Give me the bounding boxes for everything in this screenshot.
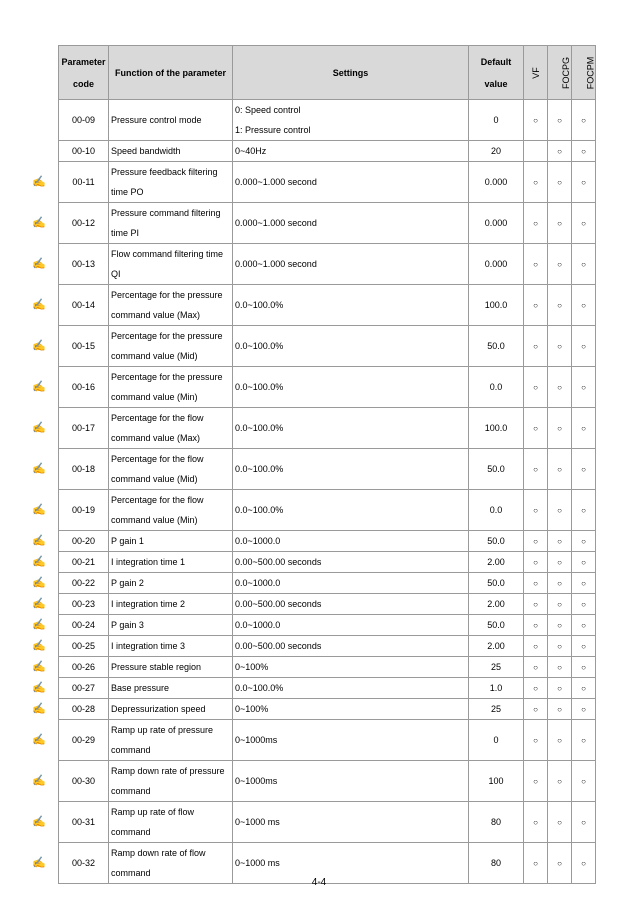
default-value: 80 bbox=[469, 802, 524, 843]
mode-vf-indicator: ○ bbox=[524, 761, 548, 802]
parameter-function bbox=[109, 657, 233, 678]
header-mode-focpg-label: FOCPG bbox=[561, 56, 572, 89]
setting-line: 0~40Hz bbox=[235, 146, 267, 156]
parameter-function bbox=[109, 636, 233, 657]
table-row bbox=[59, 449, 596, 490]
parameter-code: 00-32 bbox=[59, 843, 109, 884]
parameter-settings bbox=[233, 802, 469, 843]
change-during-operation-icon: ✍ bbox=[32, 682, 46, 694]
mode-focpm-indicator: ○ bbox=[572, 367, 596, 408]
change-during-operation-icon: ✍ bbox=[32, 535, 46, 547]
mode-vf-indicator: ○ bbox=[524, 615, 548, 636]
mode-vf-indicator: ○ bbox=[524, 594, 548, 615]
setting-line: 0.0~100.0% bbox=[235, 382, 284, 392]
change-during-operation-icon: ✍ bbox=[32, 661, 46, 673]
header-code-line-2: code bbox=[72, 78, 94, 89]
mode-vf-indicator: ○ bbox=[524, 449, 548, 490]
change-during-operation-icon: ✍ bbox=[32, 734, 46, 746]
function-line: Ramp down rate of pressure bbox=[111, 766, 225, 776]
parameter-code: 00-27 bbox=[59, 678, 109, 699]
table-row bbox=[59, 490, 596, 531]
header-mode-vf bbox=[524, 46, 548, 100]
setting-line: 0.0~100.0% bbox=[235, 464, 284, 474]
function-line: Percentage for the flow bbox=[111, 413, 204, 423]
mode-vf-indicator: ○ bbox=[524, 657, 548, 678]
function-line: Pressure feedback filtering bbox=[111, 167, 218, 177]
parameter-function bbox=[109, 162, 233, 203]
header-mode-vf-label: VF bbox=[530, 66, 541, 79]
function-line: P gain 2 bbox=[111, 578, 144, 588]
parameter-code: 00-24 bbox=[59, 615, 109, 636]
default-value: 50.0 bbox=[469, 531, 524, 552]
parameter-function bbox=[109, 326, 233, 367]
parameter-function bbox=[109, 367, 233, 408]
table-row bbox=[59, 203, 596, 244]
mode-focpm-indicator: ○ bbox=[572, 203, 596, 244]
parameter-function bbox=[109, 552, 233, 573]
mode-focpm-indicator: ○ bbox=[572, 594, 596, 615]
setting-line: 0.000~1.000 second bbox=[235, 259, 317, 269]
change-during-operation-icon: ✍ bbox=[32, 258, 46, 270]
default-value: 100 bbox=[469, 761, 524, 802]
parameter-function bbox=[109, 761, 233, 802]
table-row bbox=[59, 657, 596, 678]
default-value: 0 bbox=[469, 720, 524, 761]
parameter-settings bbox=[233, 285, 469, 326]
table-body bbox=[59, 100, 596, 884]
mode-vf-indicator: ○ bbox=[524, 162, 548, 203]
function-line: Ramp up rate of pressure bbox=[111, 725, 214, 735]
function-line: command value (Max) bbox=[111, 433, 201, 443]
mode-focpg-indicator: ○ bbox=[548, 490, 572, 531]
setting-line: 0~1000 ms bbox=[235, 858, 280, 868]
function-line: I integration time 1 bbox=[111, 557, 186, 567]
table-row bbox=[59, 408, 596, 449]
setting-line: 0.0~100.0% bbox=[235, 423, 284, 433]
header-mode-focpm bbox=[572, 46, 596, 100]
setting-line: 0~100% bbox=[235, 662, 269, 672]
default-value: 2.00 bbox=[469, 594, 524, 615]
parameter-function bbox=[109, 699, 233, 720]
parameter-code: 00-14 bbox=[59, 285, 109, 326]
change-during-operation-icon: ✍ bbox=[32, 640, 46, 652]
mode-focpm-indicator: ○ bbox=[572, 326, 596, 367]
function-line: P gain 3 bbox=[111, 620, 144, 630]
parameter-code: 00-11 bbox=[59, 162, 109, 203]
change-during-operation-icon: ✍ bbox=[32, 299, 46, 311]
function-line: Pressure control mode bbox=[111, 115, 202, 125]
setting-line: 0.0~100.0% bbox=[235, 341, 284, 351]
mode-focpm-indicator: ○ bbox=[572, 678, 596, 699]
mode-focpm-indicator: ○ bbox=[572, 843, 596, 884]
parameter-function bbox=[109, 615, 233, 636]
header-function: Function of the parameter bbox=[109, 46, 233, 100]
mode-focpm-indicator: ○ bbox=[572, 573, 596, 594]
parameter-code: 00-26 bbox=[59, 657, 109, 678]
setting-line: 1: Pressure control bbox=[235, 125, 311, 135]
mode-focpg-indicator: ○ bbox=[548, 244, 572, 285]
function-line: command bbox=[111, 745, 151, 755]
mode-focpm-indicator: ○ bbox=[572, 408, 596, 449]
function-line: time PI bbox=[111, 228, 140, 238]
default-value: 0 bbox=[469, 100, 524, 141]
mode-focpm-indicator: ○ bbox=[572, 615, 596, 636]
change-during-operation-icon: ✍ bbox=[32, 422, 46, 434]
change-during-operation-icon: ✍ bbox=[32, 775, 46, 787]
mode-vf-indicator: ○ bbox=[524, 699, 548, 720]
mode-vf-indicator bbox=[524, 141, 548, 162]
header-settings: Settings bbox=[233, 46, 469, 100]
table-row bbox=[59, 720, 596, 761]
default-value: 0.000 bbox=[469, 162, 524, 203]
table-row bbox=[59, 615, 596, 636]
parameter-code: 00-23 bbox=[59, 594, 109, 615]
mode-vf-indicator: ○ bbox=[524, 636, 548, 657]
mode-focpg-indicator: ○ bbox=[548, 678, 572, 699]
parameter-code: 00-25 bbox=[59, 636, 109, 657]
setting-line: 0.0~100.0% bbox=[235, 683, 284, 693]
parameter-code: 00-13 bbox=[59, 244, 109, 285]
mode-focpm-indicator: ○ bbox=[572, 699, 596, 720]
table-row bbox=[59, 699, 596, 720]
table-row bbox=[59, 678, 596, 699]
parameter-settings bbox=[233, 100, 469, 141]
setting-line: 0~1000ms bbox=[235, 735, 278, 745]
mode-focpm-indicator: ○ bbox=[572, 244, 596, 285]
function-line: Percentage for the flow bbox=[111, 495, 204, 505]
parameter-code: 00-19 bbox=[59, 490, 109, 531]
table-row bbox=[59, 594, 596, 615]
setting-line: 0.0~1000.0 bbox=[235, 578, 281, 588]
mode-focpg-indicator: ○ bbox=[548, 162, 572, 203]
function-line: Depressurization speed bbox=[111, 704, 206, 714]
parameter-code: 00-21 bbox=[59, 552, 109, 573]
default-value: 0.0 bbox=[469, 367, 524, 408]
function-line: P gain 1 bbox=[111, 536, 144, 546]
function-line: command value (Mid) bbox=[111, 351, 198, 361]
change-during-operation-icon: ✍ bbox=[32, 703, 46, 715]
setting-line: 0.0~100.0% bbox=[235, 300, 284, 310]
parameter-settings bbox=[233, 594, 469, 615]
mode-vf-indicator: ○ bbox=[524, 802, 548, 843]
setting-line: 0.000~1.000 second bbox=[235, 218, 317, 228]
setting-line: 0.0~1000.0 bbox=[235, 620, 281, 630]
parameter-settings bbox=[233, 720, 469, 761]
parameter-function bbox=[109, 531, 233, 552]
page-number: 4-4 bbox=[311, 877, 327, 888]
parameter-function bbox=[109, 490, 233, 531]
parameter-function bbox=[109, 449, 233, 490]
table-row bbox=[59, 100, 596, 141]
mode-focpm-indicator: ○ bbox=[572, 720, 596, 761]
setting-line: 0.00~500.00 seconds bbox=[235, 557, 322, 567]
mode-vf-indicator: ○ bbox=[524, 552, 548, 573]
function-line: Percentage for the flow bbox=[111, 454, 204, 464]
parameter-table bbox=[58, 45, 596, 884]
function-line: Ramp up rate of flow bbox=[111, 807, 195, 817]
table-row bbox=[59, 552, 596, 573]
mode-focpm-indicator: ○ bbox=[572, 552, 596, 573]
function-line: Speed bandwidth bbox=[111, 146, 181, 156]
parameter-code: 00-15 bbox=[59, 326, 109, 367]
parameter-code: 00-20 bbox=[59, 531, 109, 552]
header-mode-focpg bbox=[548, 46, 572, 100]
table-row bbox=[59, 636, 596, 657]
setting-line: 0.00~500.00 seconds bbox=[235, 599, 322, 609]
parameter-settings bbox=[233, 552, 469, 573]
header-mode-focpm-label: FOCPM bbox=[585, 56, 596, 89]
parameter-function bbox=[109, 285, 233, 326]
header-default-value bbox=[469, 46, 524, 100]
parameter-function bbox=[109, 802, 233, 843]
mode-vf-indicator: ○ bbox=[524, 408, 548, 449]
parameter-code: 00-16 bbox=[59, 367, 109, 408]
change-during-operation-icon: ✍ bbox=[32, 816, 46, 828]
parameter-settings bbox=[233, 615, 469, 636]
change-during-operation-icon: ✍ bbox=[32, 217, 46, 229]
default-value: 50.0 bbox=[469, 615, 524, 636]
header-code-line-1: Parameter bbox=[61, 56, 106, 67]
parameter-settings bbox=[233, 699, 469, 720]
mode-focpg-indicator: ○ bbox=[548, 636, 572, 657]
mode-focpg-indicator: ○ bbox=[548, 594, 572, 615]
function-line: Percentage for the pressure bbox=[111, 372, 223, 382]
parameter-code: 00-09 bbox=[59, 100, 109, 141]
parameter-function bbox=[109, 141, 233, 162]
default-value: 100.0 bbox=[469, 285, 524, 326]
default-value: 2.00 bbox=[469, 636, 524, 657]
change-during-operation-icon: ✍ bbox=[32, 504, 46, 516]
function-line: Pressure stable region bbox=[111, 662, 202, 672]
mode-focpg-indicator: ○ bbox=[548, 203, 572, 244]
function-line: I integration time 3 bbox=[111, 641, 186, 651]
setting-line: 0: Speed control bbox=[235, 105, 301, 115]
mode-focpg-indicator: ○ bbox=[548, 720, 572, 761]
setting-line: 0.00~500.00 seconds bbox=[235, 641, 322, 651]
change-during-operation-icon: ✍ bbox=[32, 556, 46, 568]
parameter-settings bbox=[233, 531, 469, 552]
function-line: command value (Min) bbox=[111, 392, 198, 402]
mode-focpg-indicator: ○ bbox=[548, 531, 572, 552]
mode-vf-indicator: ○ bbox=[524, 367, 548, 408]
mode-vf-indicator: ○ bbox=[524, 531, 548, 552]
table-row bbox=[59, 367, 596, 408]
default-value: 80 bbox=[469, 843, 524, 884]
parameter-code: 00-12 bbox=[59, 203, 109, 244]
parameter-settings bbox=[233, 367, 469, 408]
parameter-settings bbox=[233, 490, 469, 531]
setting-line: 0.000~1.000 second bbox=[235, 177, 317, 187]
function-line: command value (Max) bbox=[111, 310, 201, 320]
parameter-function bbox=[109, 203, 233, 244]
mode-vf-indicator: ○ bbox=[524, 720, 548, 761]
mode-focpm-indicator: ○ bbox=[572, 100, 596, 141]
table-row bbox=[59, 285, 596, 326]
table-row bbox=[59, 244, 596, 285]
mode-focpm-indicator: ○ bbox=[572, 761, 596, 802]
function-line: command bbox=[111, 868, 151, 878]
function-line: Ramp down rate of flow bbox=[111, 848, 206, 858]
parameter-code: 00-29 bbox=[59, 720, 109, 761]
mode-vf-indicator: ○ bbox=[524, 490, 548, 531]
mode-vf-indicator: ○ bbox=[524, 573, 548, 594]
setting-line: 0~1000ms bbox=[235, 776, 278, 786]
mode-focpm-indicator: ○ bbox=[572, 141, 596, 162]
mode-focpm-indicator: ○ bbox=[572, 636, 596, 657]
mode-focpg-indicator: ○ bbox=[548, 141, 572, 162]
mode-focpg-indicator: ○ bbox=[548, 367, 572, 408]
mode-focpg-indicator: ○ bbox=[548, 326, 572, 367]
header-default-line-1: Default bbox=[480, 56, 512, 67]
mode-focpg-indicator: ○ bbox=[548, 657, 572, 678]
parameter-settings bbox=[233, 678, 469, 699]
default-value: 0.0 bbox=[469, 490, 524, 531]
default-value: 1.0 bbox=[469, 678, 524, 699]
parameter-settings bbox=[233, 244, 469, 285]
parameter-function bbox=[109, 408, 233, 449]
function-line: QI bbox=[111, 269, 121, 279]
mode-focpm-indicator: ○ bbox=[572, 162, 596, 203]
parameter-function bbox=[109, 573, 233, 594]
function-line: Flow command filtering time bbox=[111, 249, 224, 259]
setting-line: 0.0~1000.0 bbox=[235, 536, 281, 546]
table-row bbox=[59, 573, 596, 594]
parameter-function bbox=[109, 594, 233, 615]
default-value: 50.0 bbox=[469, 326, 524, 367]
function-line: command bbox=[111, 827, 151, 837]
mode-vf-indicator: ○ bbox=[524, 678, 548, 699]
mode-focpg-indicator: ○ bbox=[548, 285, 572, 326]
parameter-settings bbox=[233, 636, 469, 657]
mode-focpg-indicator: ○ bbox=[548, 408, 572, 449]
parameter-settings bbox=[233, 203, 469, 244]
parameter-code: 00-28 bbox=[59, 699, 109, 720]
function-line: Pressure command filtering bbox=[111, 208, 221, 218]
parameter-settings bbox=[233, 761, 469, 802]
parameter-function bbox=[109, 244, 233, 285]
default-value: 50.0 bbox=[469, 449, 524, 490]
default-value: 50.0 bbox=[469, 573, 524, 594]
mode-focpg-indicator: ○ bbox=[548, 552, 572, 573]
parameter-code: 00-18 bbox=[59, 449, 109, 490]
table-row bbox=[59, 761, 596, 802]
function-line: Base pressure bbox=[111, 683, 170, 693]
setting-line: 0~100% bbox=[235, 704, 269, 714]
default-value: 25 bbox=[469, 699, 524, 720]
function-line: time PO bbox=[111, 187, 144, 197]
table-row bbox=[59, 531, 596, 552]
parameter-settings bbox=[233, 657, 469, 678]
header-default-line-2: value bbox=[484, 78, 508, 89]
default-value: 2.00 bbox=[469, 552, 524, 573]
mode-focpg-indicator: ○ bbox=[548, 449, 572, 490]
change-during-operation-icon: ✍ bbox=[32, 176, 46, 188]
parameter-code: 00-10 bbox=[59, 141, 109, 162]
mode-focpg-indicator: ○ bbox=[548, 802, 572, 843]
default-value: 25 bbox=[469, 657, 524, 678]
function-line: Percentage for the pressure bbox=[111, 331, 223, 341]
mode-vf-indicator: ○ bbox=[524, 326, 548, 367]
table-row bbox=[59, 162, 596, 203]
change-during-operation-icon: ✍ bbox=[32, 619, 46, 631]
change-during-operation-icon: ✍ bbox=[32, 598, 46, 610]
mode-focpg-indicator: ○ bbox=[548, 699, 572, 720]
function-line: I integration time 2 bbox=[111, 599, 186, 609]
change-during-operation-icon: ✍ bbox=[32, 340, 46, 352]
table-row bbox=[59, 802, 596, 843]
parameter-settings bbox=[233, 162, 469, 203]
setting-line: 0.0~100.0% bbox=[235, 505, 284, 515]
function-line: Percentage for the pressure bbox=[111, 290, 223, 300]
mode-focpm-indicator: ○ bbox=[572, 531, 596, 552]
setting-line: 0~1000 ms bbox=[235, 817, 280, 827]
default-value: 100.0 bbox=[469, 408, 524, 449]
parameter-code: 00-30 bbox=[59, 761, 109, 802]
mode-focpg-indicator: ○ bbox=[548, 761, 572, 802]
mode-focpg-indicator: ○ bbox=[548, 573, 572, 594]
function-line: command bbox=[111, 786, 151, 796]
mode-vf-indicator: ○ bbox=[524, 843, 548, 884]
mode-vf-indicator: ○ bbox=[524, 244, 548, 285]
mode-vf-indicator: ○ bbox=[524, 100, 548, 141]
mode-focpm-indicator: ○ bbox=[572, 490, 596, 531]
parameter-function bbox=[109, 720, 233, 761]
parameter-settings bbox=[233, 449, 469, 490]
mode-focpg-indicator: ○ bbox=[548, 843, 572, 884]
mode-vf-indicator: ○ bbox=[524, 203, 548, 244]
mode-focpm-indicator: ○ bbox=[572, 449, 596, 490]
change-during-operation-icon: ✍ bbox=[32, 381, 46, 393]
mode-focpm-indicator: ○ bbox=[572, 285, 596, 326]
table-row bbox=[59, 326, 596, 367]
default-value: 20 bbox=[469, 141, 524, 162]
parameter-code: 00-17 bbox=[59, 408, 109, 449]
function-line: command value (Min) bbox=[111, 515, 198, 525]
parameter-settings bbox=[233, 573, 469, 594]
parameter-code: 00-31 bbox=[59, 802, 109, 843]
parameter-settings bbox=[233, 408, 469, 449]
parameter-settings bbox=[233, 326, 469, 367]
mode-focpg-indicator: ○ bbox=[548, 100, 572, 141]
default-value: 0.000 bbox=[469, 244, 524, 285]
parameter-function bbox=[109, 678, 233, 699]
header-parameter-code bbox=[59, 46, 109, 100]
table-header-row bbox=[59, 46, 596, 100]
mode-focpm-indicator: ○ bbox=[572, 657, 596, 678]
default-value: 0.000 bbox=[469, 203, 524, 244]
parameter-code: 00-22 bbox=[59, 573, 109, 594]
function-line: command value (Mid) bbox=[111, 474, 198, 484]
parameter-function bbox=[109, 100, 233, 141]
change-during-operation-icon: ✍ bbox=[32, 577, 46, 589]
mode-vf-indicator: ○ bbox=[524, 285, 548, 326]
mode-focpm-indicator: ○ bbox=[572, 802, 596, 843]
parameter-settings bbox=[233, 141, 469, 162]
mode-focpg-indicator: ○ bbox=[548, 615, 572, 636]
change-during-operation-icon: ✍ bbox=[32, 463, 46, 475]
table-row bbox=[59, 141, 596, 162]
change-during-operation-icon: ✍ bbox=[32, 857, 46, 869]
